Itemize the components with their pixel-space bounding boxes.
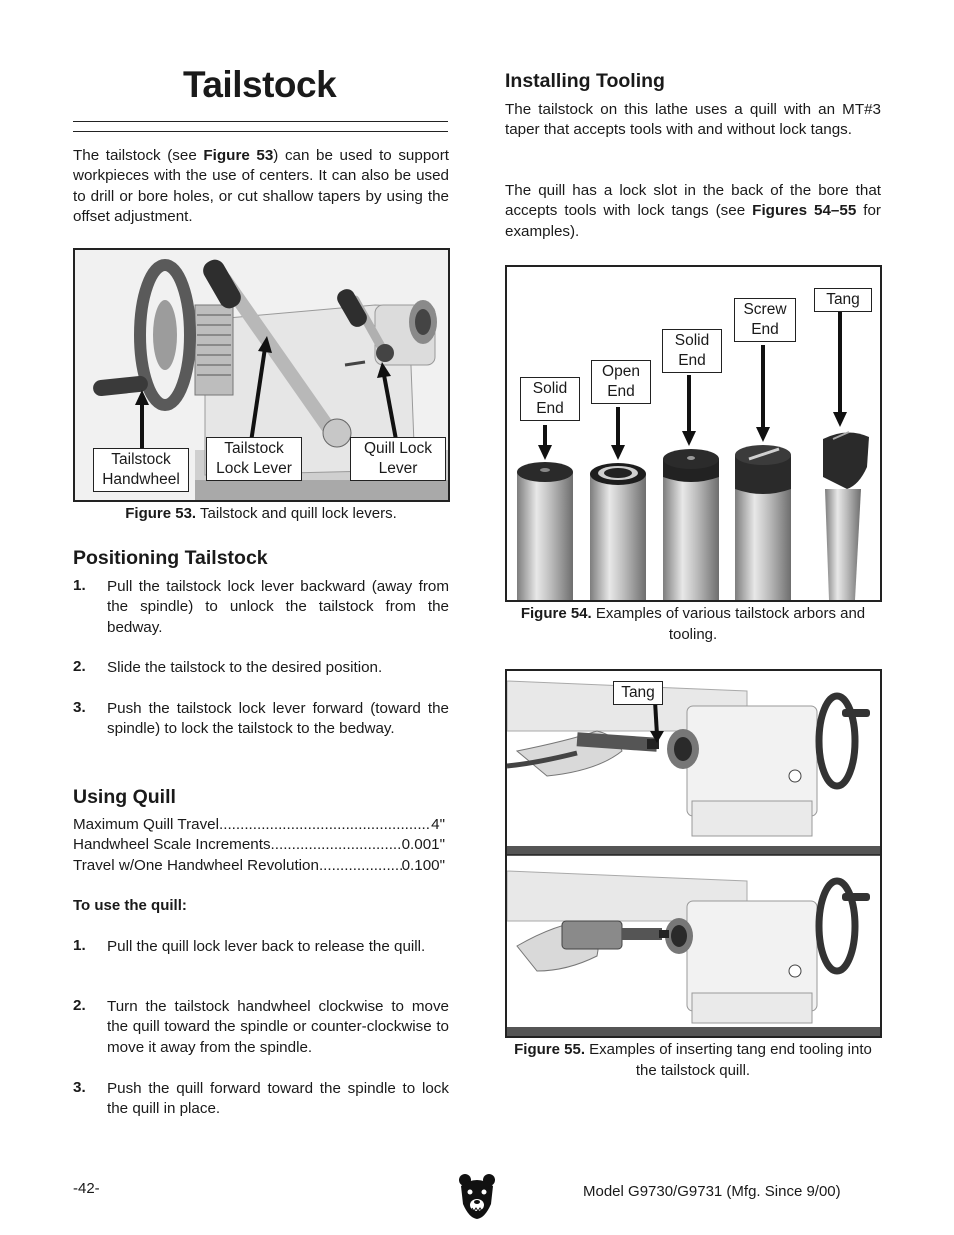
bear-logo-icon [457, 1172, 497, 1220]
figure-54-caption: Figure 54. Examples of various tailstock arbors and tooling. [520, 605, 866, 643]
quill-step-2: Turn the tailstock handwheel clockwise to move the quill toward the spindle or counter-clockwise to move it away from the spindle. [107, 998, 449, 1056]
spec-row: Travel w/One Handwheel Revolution ..... 0.100" [73, 856, 445, 876]
installing-tooling-heading: Installing Tooling [505, 70, 665, 92]
callout-tailstock-handwheel: Tailstock Handwheel [93, 448, 189, 492]
tooling-paragraph-1: The tailstock on this lathe uses a quill with an MT#3 taper that accepts tools with and without lock tangs. [505, 101, 881, 139]
title-rule-bottom [73, 131, 448, 132]
step-number: 2. [73, 658, 86, 675]
page-title: Tailstock [183, 64, 337, 105]
label-tang: Tang [613, 681, 663, 705]
spec-row: Handwheel Scale Increments ..... 0.001" [73, 835, 445, 855]
label-tang: Tang [814, 288, 872, 312]
label-screw-end: Screw End [734, 298, 796, 342]
figure-55-caption: Figure 55. Examples of inserting tang end tooling into the tailstock quill. [514, 1041, 872, 1079]
quill-step-3: Push the quill forward toward the spindle to lock the quill in place. [107, 1080, 449, 1118]
page-number: -42- [73, 1180, 100, 1197]
quill-specs [73, 815, 445, 876]
footer-model: Model G9730/G9731 (Mfg. Since 9/00) [583, 1183, 841, 1200]
figure-reference: Figure 53 [203, 147, 274, 164]
figure-53-caption: Figure 53. Tailstock and quill lock levers. [125, 505, 397, 522]
intro-paragraph: The tailstock (see Figure 53) can be used to support workpieces with the use of centers. It can also be used to drill or bore holes, or cut shallow tapers by using the offset adjustment. [73, 147, 449, 225]
step-number: 3. [73, 699, 86, 716]
quill-step-1: Pull the quill lock lever back to release the quill. [107, 938, 426, 955]
spec-row: Maximum Quill Travel ..... 4" [73, 815, 445, 835]
positioning-heading: Positioning Tailstock [73, 547, 268, 569]
step-number: 3. [73, 1079, 86, 1096]
arbors-illustration [507, 267, 880, 600]
label-solid-end-2: Solid End [662, 329, 722, 373]
figure-55-image [505, 669, 882, 1038]
figure-54-image [505, 265, 882, 602]
quill-subheading: To use the quill: [73, 897, 187, 914]
positioning-step-2: Slide the tailstock to the desired position. [107, 659, 383, 676]
label-open-end: Open End [591, 360, 651, 404]
using-quill-heading: Using Quill [73, 786, 176, 808]
step-number: 1. [73, 937, 86, 954]
callout-tailstock-lock-lever: Tailstock Lock Lever [206, 437, 302, 481]
figure-53-image [73, 248, 450, 502]
positioning-step-1: Pull the tailstock lock lever backward (away from the spindle) to unlock the tailstock from the bedway. [107, 578, 449, 636]
step-number: 2. [73, 997, 86, 1014]
tooling-paragraph-2: The quill has a lock slot in the back of the bore that accepts tools with lock tangs (see Figures 54–55 for examples). [505, 182, 881, 240]
title-rule-top [73, 121, 448, 122]
label-solid-end-1: Solid End [520, 377, 580, 421]
figure-reference: Figures 54–55 [752, 202, 857, 220]
tang-insertion-illustration [507, 671, 880, 1036]
positioning-step-3: Push the tailstock lock lever forward (toward the spindle) to lock the tailstock to the bedway. [107, 700, 449, 738]
step-number: 1. [73, 577, 86, 594]
callout-quill-lock-lever: Quill Lock Lever [350, 437, 446, 481]
